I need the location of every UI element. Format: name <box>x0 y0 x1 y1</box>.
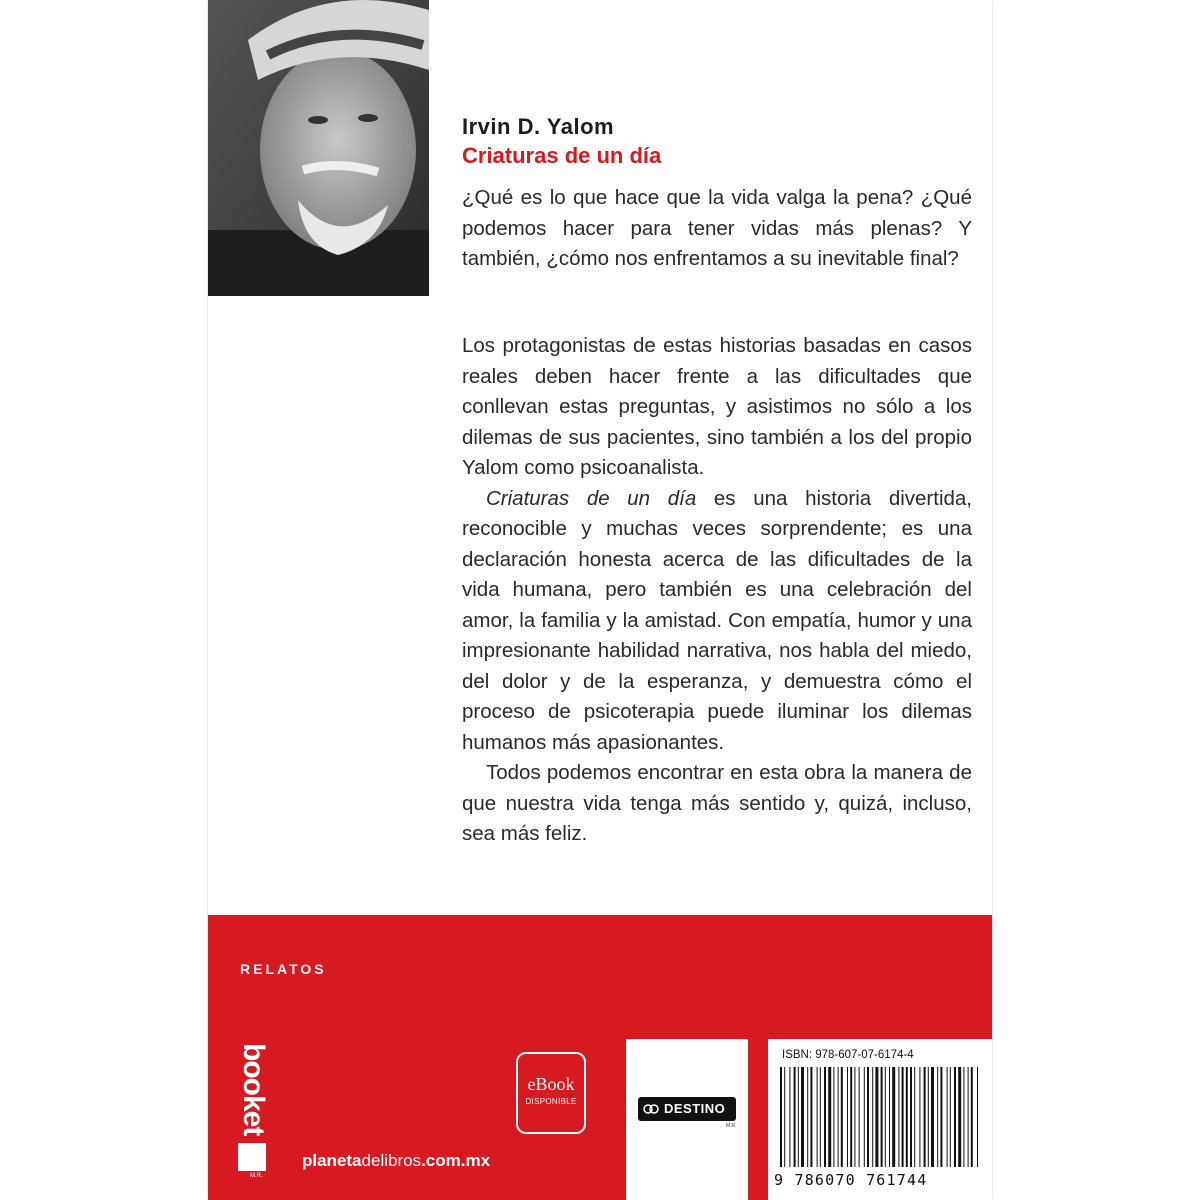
site-part-2: delibros <box>361 1151 422 1170</box>
book-back-cover <box>208 0 992 1200</box>
title-italic: Criaturas de un día <box>486 486 697 510</box>
destino-label: DESTINO <box>664 1101 726 1116</box>
barcode-digits: 9 786070 761744 <box>774 1171 928 1189</box>
paragraph-2-text: es una historia divertida, reconocible y muchas veces sorprendente; es una declaración honesta acerca de las dificultades de la vida humana, pero también es una celebración del amor, la familia y la amistad. Con empatía, humor y una impresionante habilidad narrativa, nos habla del miedo, del dolor y de la esperanza, y demuestra cómo el proceso de psicoterapia puede iluminar los dilemas humanos más apasionantes. <box>462 486 973 754</box>
ebook-available: DISPONIBLE <box>525 1097 577 1106</box>
site-part-1: planeta <box>302 1151 362 1170</box>
blurb-body <box>462 331 972 850</box>
isbn-label: ISBN: 978-607-07-6174-4 <box>782 1049 914 1061</box>
destino-emblem-icon <box>643 1101 659 1117</box>
blurb-paragraph-3: Todos podemos encontrar en esta obra la manera de que nuestra vida tenga más sentido y, quizá, incluso, sea más feliz. <box>462 761 972 845</box>
barcode-icon <box>776 1067 984 1171</box>
site-part-3: .com.mx <box>421 1151 491 1170</box>
genre-label: RELATOS <box>240 961 327 977</box>
destino-logo-box <box>626 1039 748 1200</box>
author-name: Irvin D. Yalom <box>462 114 615 139</box>
bottom-red-band <box>208 915 992 1200</box>
book-title: Criaturas de un día <box>462 143 662 168</box>
destino-logo <box>638 1097 736 1121</box>
booket-box-icon <box>238 1143 266 1171</box>
booket-mr: M.R. <box>250 1173 263 1179</box>
ebook-badge <box>516 1052 586 1134</box>
author-portrait-icon <box>208 0 429 296</box>
destino-mr: M.R. <box>726 1123 737 1129</box>
isbn-box <box>768 1039 992 1200</box>
author-photo <box>208 0 429 296</box>
booket-word: booket <box>237 1043 270 1136</box>
blurb-paragraph-1: Los protagonistas de estas historias basadas en casos reales deben hacer frente a las dificultades que conllevan estas preguntas, y asistimos no sólo a los dilemas de sus pacientes, sino también a los del propio Yalom como psicoanalista. <box>462 334 972 479</box>
publisher-website <box>302 1151 490 1171</box>
ebook-label: eBook <box>527 1074 575 1094</box>
questions-text: ¿Qué es lo que hace que la vida valga la pena? ¿Qué podemos hacer para tener vidas más plenas? Y también, ¿cómo nos enfrentamos a su inevitable final? <box>462 186 972 270</box>
blurb-paragraph-2 <box>462 484 972 759</box>
blurb-questions <box>462 183 972 275</box>
